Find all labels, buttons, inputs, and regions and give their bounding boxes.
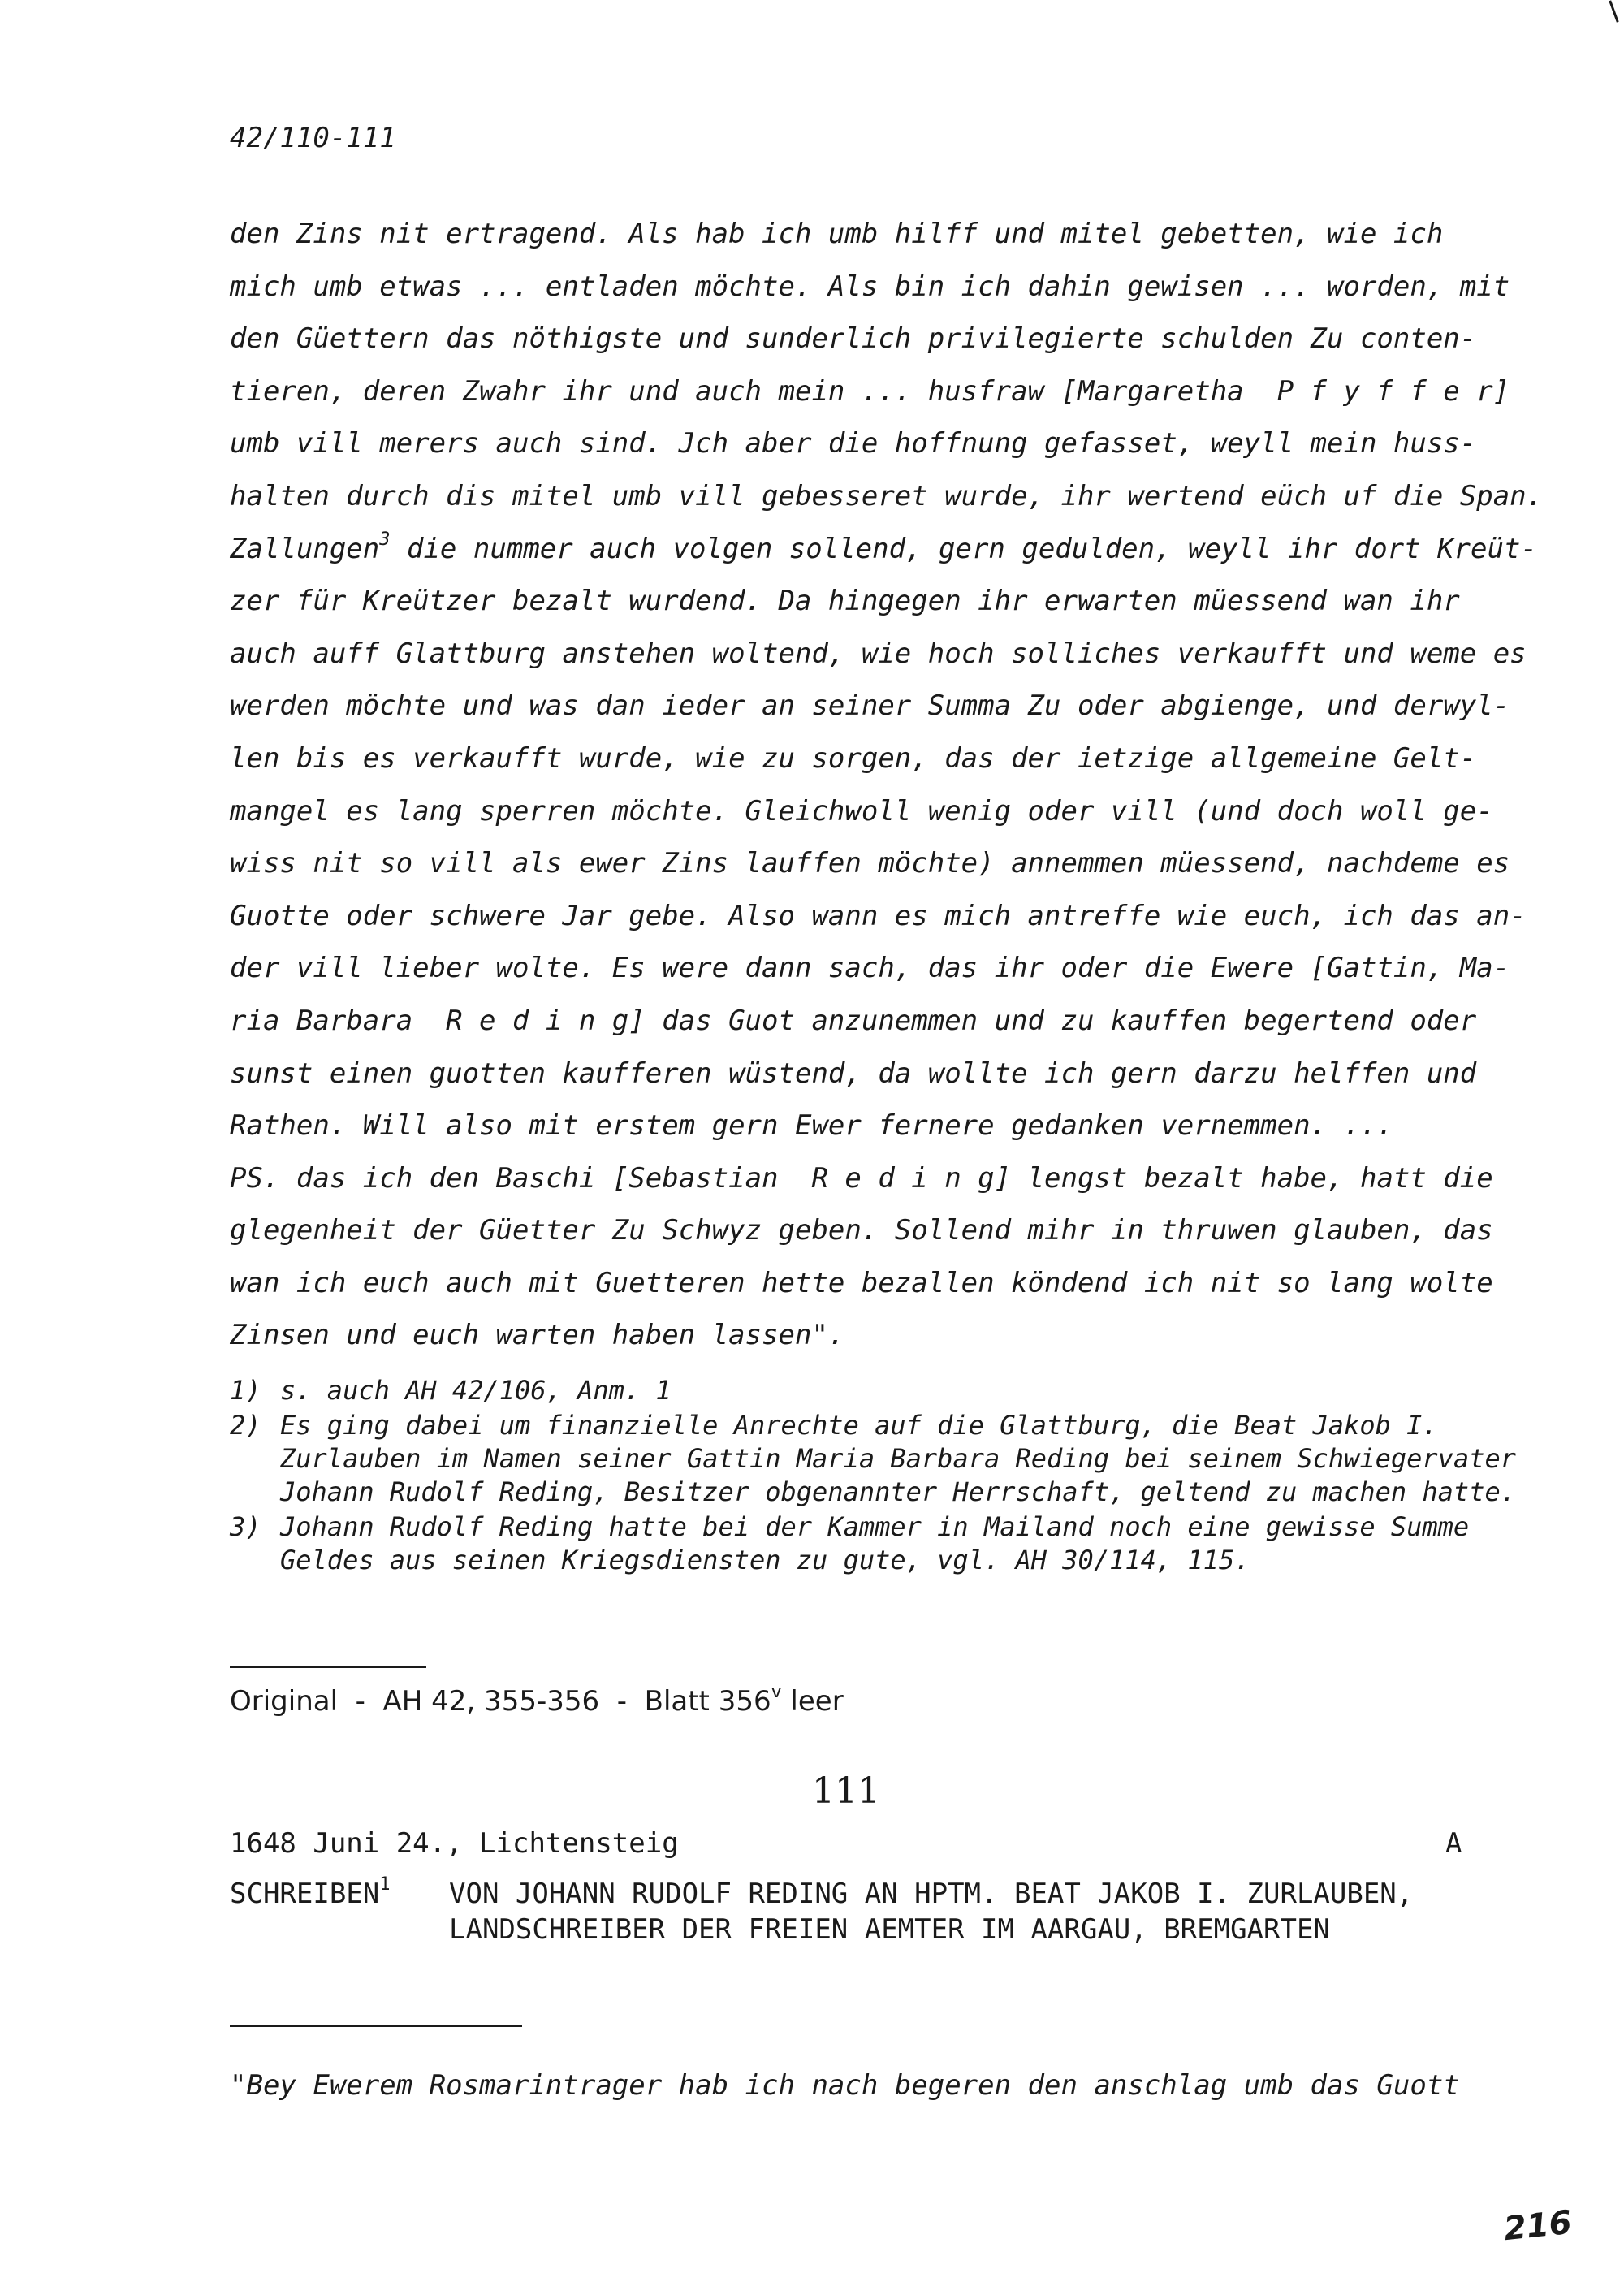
corner-mark bbox=[1609, 0, 1618, 22]
footnote-number: 3) bbox=[230, 1511, 261, 1542]
verso-mark: v bbox=[771, 1682, 782, 1702]
footnote-ref-1: 1 bbox=[379, 1874, 391, 1895]
footnotes bbox=[230, 1374, 1545, 1579]
body-line-10: werden möchte und was dan ieder an seiner Summa Zu oder abgienge, und derwyl- bbox=[230, 689, 1510, 723]
footnote-number: 2) bbox=[230, 1410, 261, 1441]
body-line-4: tieren, deren Zwahr ihr und auch mein ... husfraw [Margaretha P f y f f e r] bbox=[230, 374, 1510, 408]
body-line-15: der vill lieber wolte. Es were dann sach, das ihr oder die Ewere [Gattin, Ma- bbox=[230, 952, 1510, 985]
date-place: 1648 Juni 24., Lichtensteig bbox=[230, 1827, 679, 1860]
footnote-text: s. auch AH 42/106, Anm. 1 bbox=[280, 1375, 672, 1406]
body-line-16: ria Barbara R e d i n g] das Guot anzunemmen und zu kauffen begertend oder bbox=[230, 1004, 1477, 1037]
body-line-7-rest: die nummer auch volgen sollend, gern gedulden, weyll ihr dort Kreüt- bbox=[406, 532, 1537, 565]
separator-rule bbox=[230, 1666, 426, 1668]
ps-label: PS. bbox=[230, 1161, 280, 1195]
original-source-line bbox=[230, 1682, 844, 1718]
body-line-21: wan ich euch auch mit Guetteren hette bezallen köndend ich nit so lang wolte bbox=[230, 1266, 1493, 1299]
body-line-20: glegenheit der Güetter Zu Schwyz geben. Sollend mihr in thruwen glauben, das bbox=[230, 1214, 1493, 1247]
original-text-end: leer bbox=[781, 1685, 844, 1718]
letter-first-line: "Bey Ewerem Rosmarintrager hab ich nach begeren den anschlag umb das Guott bbox=[230, 2069, 1460, 2102]
body-line-19 bbox=[230, 1152, 1521, 1205]
body-line-13: wiss nit so vill als ewer Zins lauffen möchte) annemmen müessend, nachdeme es bbox=[230, 847, 1510, 880]
body-line-19-rest: das ich den Baschi [Sebastian R e d i n g] lengst bezalt habe, hatt die bbox=[296, 1161, 1493, 1195]
body-line-8: zer für Kreützer bezalt wurdend. Da hingegen ihr erwarten müessend wan ihr bbox=[230, 585, 1460, 618]
original-text: Original - AH 42, 355-356 - Blatt 356 bbox=[230, 1685, 771, 1718]
letter-body bbox=[230, 208, 1544, 1362]
document-number: 111 bbox=[812, 1770, 880, 1812]
body-line-14: Guotte oder schwere Jar gebe. Also wann es mich antreffe wie euch, ich das an- bbox=[230, 899, 1527, 932]
body-line-7-prefix: Zallungen bbox=[230, 532, 380, 565]
heading-label bbox=[230, 1876, 449, 1912]
heading-text: VON JOHANN RUDOLF REDING AN HPTM. BEAT JAKOB I. ZURLAUBEN, LANDSCHREIBER DER FREIEN AEMTER IM AARGAU, BREMGARTEN bbox=[449, 1878, 1414, 1946]
footnote-number: 1) bbox=[230, 1375, 261, 1406]
footnote-1 bbox=[230, 1374, 1545, 1407]
body-line-17: sunst einen guotten kaufferen wüstend, da wollte ich gern darzu helffen und bbox=[230, 1057, 1477, 1090]
footnote-3 bbox=[230, 1511, 1545, 1577]
body-line-18: Rathen. Will also mit erstem gern Ewer fernere gedanken vernemmen. ... bbox=[230, 1109, 1393, 1143]
body-line-7 bbox=[230, 523, 1537, 576]
page-reference: 42/110-111 bbox=[230, 122, 396, 154]
footnote-2 bbox=[230, 1409, 1545, 1509]
document-heading bbox=[230, 1876, 1545, 1947]
body-line-3: den Güettern das nöthigste und sunderlich privilegierte schulden Zu conten- bbox=[230, 322, 1477, 356]
body-line-2: mich umb etwas ... entladen möchte. Als bin ich dahin gewisen ... worden, mit bbox=[230, 270, 1510, 303]
heading-label-text: SCHREIBEN bbox=[230, 1878, 380, 1910]
body-line-9: auch auff Glattburg anstehen woltend, wie hoch solliches verkaufft und weme es bbox=[230, 637, 1527, 670]
body-line-5: umb vill merers auch sind. Jch aber die hoffnung gefasset, weyll mein huss- bbox=[230, 427, 1477, 460]
body-line-11: len bis es verkaufft wurde, wie zu sorgen, das der ietzige allgemeine Gelt- bbox=[230, 741, 1477, 775]
classification-mark: A bbox=[1445, 1827, 1462, 1860]
body-line-6: halten durch dis mitel umb vill gebesseret wurde, ihr wertend eüch uf die Span. bbox=[230, 479, 1544, 512]
body-line-12: mangel es lang sperren möchte. Gleichwoll wenig oder vill (und doch woll ge- bbox=[230, 794, 1493, 828]
footnote-text: Johann Rudolf Reding hatte bei der Kammer in Mailand noch eine gewisse Summe Geldes aus seinen Kriegsdiensten zu gute, vgl. AH 30/114, 115. bbox=[280, 1511, 1470, 1575]
footnote-text: Es ging dabei um finanzielle Anrechte auf die Glattburg, die Beat Jakob I. Zurlauben im Namen seiner Gattin Maria Barbara Reding bei seinem Schwiegervater Johann Rudolf Reding, Besitzer obgenannter Herrschaft, geltend zu machen hatte. bbox=[280, 1410, 1516, 1507]
separator-rule bbox=[230, 2025, 522, 2027]
footnote-ref-3: 3 bbox=[379, 529, 391, 550]
page-stamp: 216 bbox=[1501, 2203, 1574, 2249]
body-line-22: Zinsen und euch warten haben lassen". bbox=[230, 1319, 845, 1352]
body-line-1: den Zins nit ertragend. Als hab ich umb hilff und mitel gebetten, wie ich bbox=[230, 218, 1444, 250]
